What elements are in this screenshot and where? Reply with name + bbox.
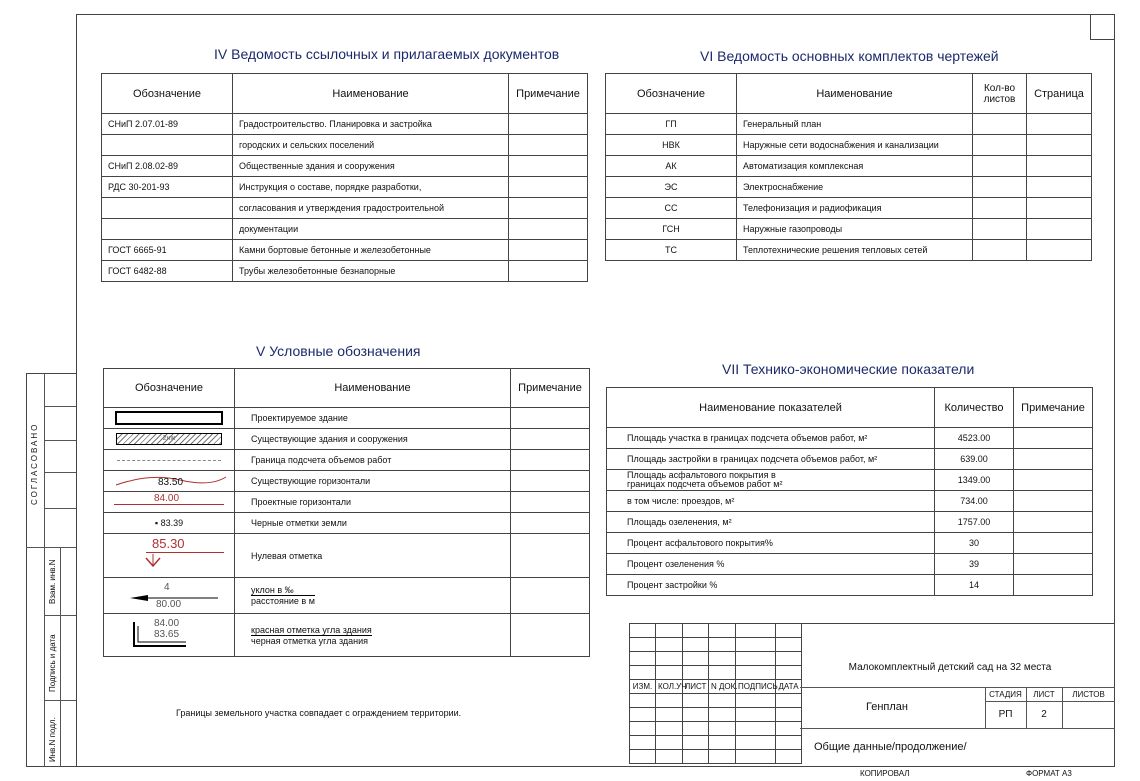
section6-title: VI Ведомость основных комплектов чертежей: [700, 48, 999, 64]
table-row: [607, 575, 1093, 596]
cell: [509, 114, 588, 135]
col-signature: ПОДПИСЬ: [736, 680, 776, 694]
cell: [511, 408, 590, 429]
col-date: ДАТА: [776, 680, 802, 694]
sidebar-divider: [44, 373, 45, 547]
table-row: [102, 198, 588, 219]
table-row: [104, 513, 590, 534]
title-divider: [800, 687, 1115, 688]
cell: Телефонизация и радиофикация: [737, 198, 973, 219]
sidebar-inv: Инв.N подл.: [48, 717, 57, 762]
cell: согласования и утверждения градостроительной: [233, 198, 509, 219]
cell: [102, 219, 233, 240]
distance-label: расстояние в м: [251, 596, 315, 606]
cell: [1027, 114, 1092, 135]
table-row: [102, 261, 588, 282]
cell: Граница подсчета объемов работ: [235, 450, 511, 471]
sheets-label: ЛИСТОВ: [1072, 690, 1105, 699]
sidebar-divider: [44, 508, 76, 509]
header-designation: Обозначение: [104, 369, 235, 408]
stage-label: СТАДИЯ: [989, 690, 1022, 699]
section7-title: VII Технико-экономические показатели: [722, 361, 975, 377]
table-row: [102, 135, 588, 156]
cell: [509, 219, 588, 240]
sidebar-divider: [44, 547, 45, 767]
symbol-cell: [104, 534, 235, 578]
project-name: Малокомплектный детский сад на 32 места: [848, 662, 1052, 673]
cell: [1014, 512, 1093, 533]
boundary-symbol: [117, 460, 221, 461]
cell: ГСН: [606, 219, 737, 240]
cell: [1014, 575, 1093, 596]
header-name: Наименование: [233, 74, 509, 114]
cell: Проектные горизонтали: [235, 492, 511, 513]
header-count: Кол-во листов: [973, 74, 1027, 114]
cell: Автоматизация комплексная: [737, 156, 973, 177]
cell: [1014, 449, 1093, 470]
sidebar-zam: Взам. инв.N: [48, 559, 57, 604]
cell: [511, 471, 590, 492]
design-contour-value: 84.00: [154, 493, 180, 504]
title-divider: [985, 701, 1115, 702]
header-designation: Обозначение: [606, 74, 737, 114]
slope-value: 4: [164, 582, 170, 593]
cell: ГОСТ 6665-91: [102, 240, 233, 261]
sheet-subtitle: Общие данные/продолжение/: [814, 741, 967, 753]
cell: [511, 534, 590, 578]
cell: [235, 578, 511, 614]
table-row: [606, 177, 1092, 198]
header-note: Примечание: [509, 74, 588, 114]
cell: [1014, 491, 1093, 512]
cell: Генеральный план: [737, 114, 973, 135]
red-corner-value: 84.00: [154, 618, 180, 629]
corner-box: [1090, 14, 1115, 40]
cell: [509, 261, 588, 282]
cell: [1027, 219, 1092, 240]
cell: [1027, 240, 1092, 261]
cell: документации: [233, 219, 509, 240]
existing-building-label: 2нж: [162, 435, 176, 442]
col-doc: N ДОК.: [709, 680, 736, 694]
sidebar-divider: [44, 472, 76, 473]
cell: [509, 177, 588, 198]
sidebar-divider: [60, 547, 61, 767]
cell: [509, 156, 588, 177]
header-note: Примечание: [1014, 388, 1093, 428]
header-note: Примечание: [511, 369, 590, 408]
copied-label: КОПИРОВАЛ: [860, 769, 910, 778]
table-row: [607, 533, 1093, 554]
cell: в том числе: проездов, м²: [607, 491, 935, 512]
cell: [973, 156, 1027, 177]
zero-mark-arrow-icon: [144, 554, 164, 570]
cell: [973, 177, 1027, 198]
slope-label: уклон в ‰: [251, 585, 294, 595]
symbol-cell: [104, 614, 235, 657]
header-page: Страница: [1027, 74, 1092, 114]
table-row: [104, 429, 590, 450]
table-row: [102, 219, 588, 240]
cell: СНиП 2.08.02-89: [102, 156, 233, 177]
table-row: [102, 114, 588, 135]
cell: [1014, 428, 1093, 449]
table-row: [606, 114, 1092, 135]
table-row: [607, 449, 1093, 470]
designed-building-symbol: [115, 411, 223, 425]
table-row: [607, 554, 1093, 575]
table-row: [104, 471, 590, 492]
cell: ГОСТ 6482-88: [102, 261, 233, 282]
red-corner-label: красная отметка угла здания: [251, 624, 372, 635]
table-row: [104, 408, 590, 429]
cell: [102, 198, 233, 219]
cell: 30: [935, 533, 1014, 554]
cell: 639.00: [935, 449, 1014, 470]
cell: городских и сельских поселений: [233, 135, 509, 156]
table-row: [104, 578, 590, 614]
sidebar-approved: СОГЛАСОВАНО: [30, 422, 39, 505]
section5-title: V Условные обозначения: [256, 343, 421, 359]
cell: Наружные сети водоснабжения и канализации: [737, 135, 973, 156]
section5-table: [103, 368, 590, 657]
table-row: [102, 177, 588, 198]
cell: [1027, 198, 1092, 219]
symbol-cell: [104, 429, 235, 450]
sidebar-sign: Подпись и дата: [48, 634, 57, 692]
sheet-label: ЛИСТ: [1033, 690, 1055, 699]
cell: Трубы железобетонные безнапорные: [233, 261, 509, 282]
table-row: [104, 614, 590, 657]
symbol-cell: [104, 578, 235, 614]
cell: Площадь озеленения, м²: [607, 512, 935, 533]
section6-table: [605, 73, 1092, 261]
existing-building-symbol: [116, 433, 222, 445]
cell: [973, 240, 1027, 261]
cell: [511, 614, 590, 657]
table-row: [104, 492, 590, 513]
table-row: [606, 198, 1092, 219]
sidebar-divider: [44, 440, 76, 441]
table-row: [606, 156, 1092, 177]
symbol-cell: [104, 471, 235, 492]
cell: Наружные газопроводы: [737, 219, 973, 240]
header-name: Наименование: [235, 369, 511, 408]
cell: [1027, 135, 1092, 156]
table-row: [606, 240, 1092, 261]
cell: Теплотехнические решения тепловых сетей: [737, 240, 973, 261]
table-row: [606, 219, 1092, 240]
sheet-value: 2: [1041, 709, 1047, 720]
cell: [102, 135, 233, 156]
sidebar-divider: [26, 547, 76, 548]
cell: Общественные здания и сооружения: [233, 156, 509, 177]
cell: ЭС: [606, 177, 737, 198]
sheet-name: Генплан: [866, 701, 908, 713]
cell: Нулевая отметка: [235, 534, 511, 578]
cell: [511, 450, 590, 471]
cell: [511, 492, 590, 513]
col-change: ИЗМ.: [630, 680, 656, 694]
cell: [973, 114, 1027, 135]
zero-mark-line: [146, 552, 224, 553]
cell: [509, 240, 588, 261]
symbol-cell: [104, 450, 235, 471]
header-quantity: Количество: [935, 388, 1014, 428]
ground-mark-value: 83.39: [160, 518, 184, 528]
cell: Площадь застройки в границах подсчета объемов работ, м²: [607, 449, 935, 470]
table-row: [607, 512, 1093, 533]
table-row: [104, 534, 590, 578]
symbol-cell: ▪ 83.39: [104, 513, 235, 534]
cell: [1014, 554, 1093, 575]
header-indicator: Наименование показателей: [607, 388, 935, 428]
col-sheet: ЛИСТ: [683, 680, 709, 694]
cell: [511, 578, 590, 614]
cell: 1349.00: [935, 470, 1014, 491]
cell: 4523.00: [935, 428, 1014, 449]
cell: Инструкция о составе, порядке разработки,: [233, 177, 509, 198]
cell: Процент застройки %: [607, 575, 935, 596]
revision-table: [629, 623, 802, 764]
cell: РДС 30-201-93: [102, 177, 233, 198]
cell: ТС: [606, 240, 737, 261]
table-row: [104, 450, 590, 471]
table-row: [607, 470, 1093, 491]
table-row: [607, 428, 1093, 449]
cell: 39: [935, 554, 1014, 575]
cell: [1014, 533, 1093, 554]
cell: [973, 135, 1027, 156]
cell: Процент озеленения %: [607, 554, 935, 575]
design-contour-line: [114, 504, 224, 505]
section7-table: [606, 387, 1093, 596]
cell: 1757.00: [935, 512, 1014, 533]
stage-value: РП: [998, 709, 1013, 720]
cell: СС: [606, 198, 737, 219]
zero-mark-value: 85.30: [152, 536, 185, 551]
cell: [509, 198, 588, 219]
table-row: [102, 240, 588, 261]
sidebar-divider: [44, 615, 76, 616]
distance-value: 80.00: [156, 599, 182, 610]
table-row: [606, 135, 1092, 156]
header-name: Наименование: [737, 74, 973, 114]
cell: Электроснабжение: [737, 177, 973, 198]
cell: Градостроительство. Планировка и застройка: [233, 114, 509, 135]
format-label: ФОРМАТ А3: [1026, 769, 1072, 778]
black-corner-value: 83.65: [154, 629, 180, 640]
boundary-note: Границы земельного участка совпадает с ограждением территории.: [176, 708, 462, 718]
cell: Площадь асфальтового покрытия в границах подсчета объемов работ м²: [607, 470, 935, 491]
cell: [509, 135, 588, 156]
section4-title: IV Ведомость ссылочных и прилагаемых документов: [214, 46, 560, 62]
cell: Существующие здания и сооружения: [235, 429, 511, 450]
cell: Проектируемое здание: [235, 408, 511, 429]
section4-table: [101, 73, 588, 282]
cell: ГП: [606, 114, 737, 135]
sidebar-divider: [44, 406, 76, 407]
table-row: [102, 156, 588, 177]
title-divider: [800, 728, 1115, 729]
table-row: [607, 491, 1093, 512]
cell: Камни бортовые бетонные и железобетонные: [233, 240, 509, 261]
black-corner-label: черная отметка угла здания: [251, 635, 369, 646]
existing-contour-value: 83.50: [158, 477, 184, 488]
symbol-cell: [104, 408, 235, 429]
cell: АК: [606, 156, 737, 177]
cell: СНиП 2.07.01-89: [102, 114, 233, 135]
cell: [973, 219, 1027, 240]
cell: Площадь участка в границах подсчета объемов работ, м²: [607, 428, 935, 449]
cell: Существующие горизонтали: [235, 471, 511, 492]
cell: 14: [935, 575, 1014, 596]
cell: НВК: [606, 135, 737, 156]
header-designation: Обозначение: [102, 74, 233, 114]
cell: [1027, 177, 1092, 198]
cell: [235, 614, 511, 657]
cell: Черные отметки земли: [235, 513, 511, 534]
cell: 734.00: [935, 491, 1014, 512]
cell: Процент асфальтового покрытия%: [607, 533, 935, 554]
cell: [973, 198, 1027, 219]
cell: [1014, 470, 1093, 491]
col-qty: КОЛ.УЧ: [656, 680, 683, 694]
cell: [1027, 156, 1092, 177]
symbol-cell: [104, 492, 235, 513]
cell: [511, 513, 590, 534]
cell: [511, 429, 590, 450]
sidebar-divider: [44, 700, 76, 701]
